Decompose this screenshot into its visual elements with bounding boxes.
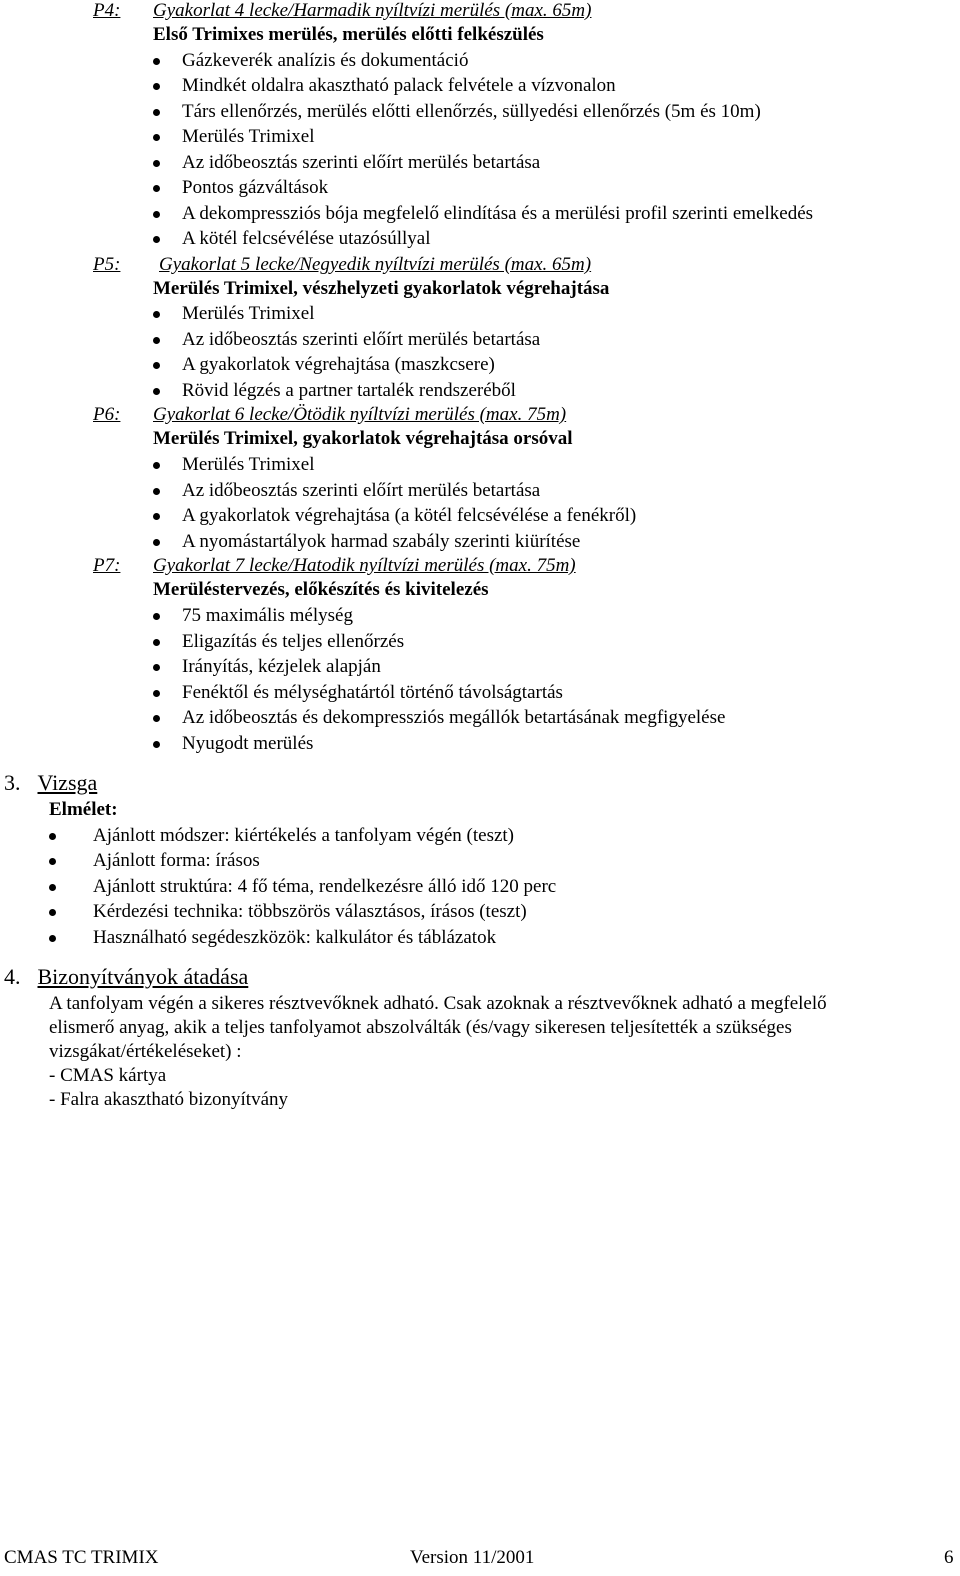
- bullet-icon: [49, 901, 56, 923]
- vizsga-item: Ajánlott módszer: kiértékelés a tanfolyam végén (teszt): [93, 825, 515, 846]
- p7-item: Eligazítás és teljes ellenőrzés: [182, 631, 405, 652]
- p4-item: Társ ellenőrzés, merülés előtti ellenőrzés, süllyedési ellenőrzés (5m és 10m): [182, 101, 761, 122]
- bullet-icon: [153, 329, 160, 351]
- section-title: Vizsga: [37, 770, 98, 795]
- p7-subtitle: Merüléstervezés, előkészítés és kivitelezés: [153, 579, 489, 600]
- p7-item: Nyugodt merülés: [182, 733, 314, 754]
- p5-label: P5:: [93, 254, 121, 275]
- list-line: - Falra akasztható bizonyítvány: [49, 1089, 289, 1110]
- vizsga-item: Kérdezési technika: többszörös választásos, írásos (teszt): [93, 901, 527, 922]
- bullet-icon: [153, 126, 160, 148]
- p7-item: Fenéktől és mélységhatártól történő távolságtartás: [182, 682, 563, 703]
- footer-version: Version 11/2001: [410, 1547, 535, 1568]
- bullet-icon: [153, 505, 160, 527]
- bullet-icon: [153, 531, 160, 553]
- bullet-icon: [153, 631, 160, 653]
- bullet-icon: [153, 682, 160, 704]
- section-title: Bizonyítványok átadása: [37, 964, 249, 989]
- p4-label: P4:: [93, 0, 121, 21]
- p6-subtitle: Merülés Trimixel, gyakorlatok végrehajtása orsóval: [153, 428, 573, 449]
- section-vizsga-heading: [4, 772, 161, 794]
- vizsga-subheading: Elmélet:: [49, 799, 118, 820]
- bullet-icon: [153, 354, 160, 376]
- p7-label: P7:: [93, 555, 121, 576]
- section-bizonyitvany-heading: [4, 966, 312, 988]
- p4-item: Az időbeosztás szerinti előírt merülés betartása: [182, 152, 541, 173]
- paragraph-line: vizsgákat/értékeléseket) :: [49, 1041, 242, 1062]
- p7-item: 75 maximális mélység: [182, 605, 353, 626]
- p7-item: Az időbeosztás és dekompressziós megállók betartásának megfigyelése: [182, 707, 726, 728]
- bullet-icon: [153, 480, 160, 502]
- p6-item: Az időbeosztás szerinti előírt merülés betartása: [182, 480, 541, 501]
- footer-left: CMAS TC TRIMIX: [4, 1547, 159, 1568]
- p5-item: A gyakorlatok végrehajtása (maszkcsere): [182, 354, 495, 375]
- bullet-icon: [153, 152, 160, 174]
- section-number: 3.: [4, 770, 21, 795]
- bullet-icon: [49, 927, 56, 949]
- bullet-icon: [153, 177, 160, 199]
- bullet-icon: [153, 75, 160, 97]
- paragraph-line: A tanfolyam végén a sikeres résztvevőknek adható. Csak azoknak a résztvevőknek adható a megfelelő: [49, 993, 827, 1014]
- p6-item: A nyomástartályok harmad szabály szerinti kiürítése: [182, 531, 581, 552]
- vizsga-item: Használható segédeszközök: kalkulátor és táblázatok: [93, 927, 497, 948]
- p4-item: Mindkét oldalra akasztható palack felvétele a vízvonalon: [182, 75, 616, 96]
- list-line: - CMAS kártya: [49, 1065, 167, 1086]
- bullet-icon: [153, 228, 160, 250]
- p7-title: Gyakorlat 7 lecke/Hatodik nyíltvízi merülés (max. 75m): [153, 555, 576, 576]
- bullet-icon: [153, 733, 160, 755]
- bullet-icon: [153, 380, 160, 402]
- p4-item: A kötél felcsévélése utazósúllyal: [182, 228, 431, 249]
- paragraph-line: elismerő anyag, akik a teljes tanfolyamot abszolválták (és/vagy sikeresen teljesítették a szükséges: [49, 1017, 792, 1038]
- p4-item: Pontos gázváltások: [182, 177, 329, 198]
- p6-item: A gyakorlatok végrehajtása (a kötél felcsévélése a fenékről): [182, 505, 637, 526]
- p6-title: Gyakorlat 6 lecke/Ötödik nyíltvízi merülés (max. 75m): [153, 404, 567, 425]
- bullet-icon: [153, 203, 160, 225]
- p4-title: Gyakorlat 4 lecke/Harmadik nyíltvízi merülés (max. 65m): [153, 0, 592, 21]
- bullet-icon: [153, 101, 160, 123]
- bullet-icon: [49, 850, 56, 872]
- bullet-icon: [49, 825, 56, 847]
- p5-item: Rövid légzés a partner tartalék rendszeréből: [182, 380, 516, 401]
- p5-subtitle: Merülés Trimixel, vészhelyzeti gyakorlatok végrehajtása: [153, 278, 610, 299]
- vizsga-item: Ajánlott struktúra: 4 fő téma, rendelkezésre álló idő 120 perc: [93, 876, 557, 897]
- p6-item: Merülés Trimixel: [182, 454, 315, 475]
- bullet-icon: [153, 50, 160, 72]
- bullet-icon: [153, 707, 160, 729]
- p4-item: Gázkeverék analízis és dokumentáció: [182, 50, 469, 71]
- p6-label: P6:: [93, 404, 121, 425]
- section-number: 4.: [4, 964, 21, 989]
- page-number: 6: [944, 1547, 954, 1568]
- bullet-icon: [153, 605, 160, 627]
- bullet-icon: [153, 303, 160, 325]
- p4-item: A dekompressziós bója megfelelő elindítása és a merülési profil szerinti emelkedés: [182, 203, 814, 224]
- bullet-icon: [153, 454, 160, 476]
- p4-item: Merülés Trimixel: [182, 126, 315, 147]
- bullet-icon: [153, 656, 160, 678]
- p5-item: Az időbeosztás szerinti előírt merülés betartása: [182, 329, 541, 350]
- p5-item: Merülés Trimixel: [182, 303, 315, 324]
- bullet-icon: [49, 876, 56, 898]
- p7-item: Irányítás, kézjelek alapján: [182, 656, 381, 677]
- vizsga-item: Ajánlott forma: írásos: [93, 850, 260, 871]
- p5-title: Gyakorlat 5 lecke/Negyedik nyíltvízi merülés (max. 65m): [159, 254, 592, 275]
- p4-subtitle: Első Trimixes merülés, merülés előtti felkészülés: [153, 24, 544, 45]
